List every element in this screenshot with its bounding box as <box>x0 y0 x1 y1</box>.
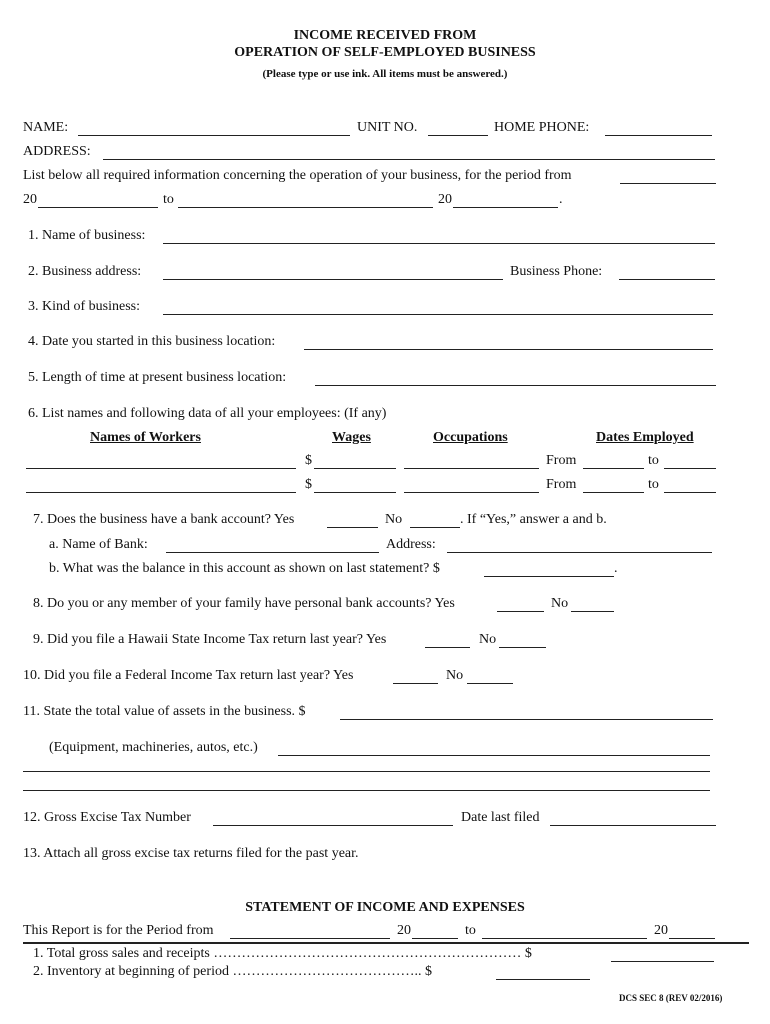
home-phone-field[interactable] <box>605 135 712 136</box>
bank-address-label: Address: <box>386 537 436 552</box>
q13-label: 13. Attach all gross excise tax returns filed for the past year. <box>23 846 359 861</box>
q9-no-field[interactable] <box>499 647 546 648</box>
q1-label: 1. Name of business: <box>28 228 146 243</box>
dollar-sign: $ <box>305 453 312 468</box>
col-wages: Wages <box>332 430 371 445</box>
col-names-of-workers: Names of Workers <box>90 430 201 445</box>
worker-name-field[interactable] <box>26 492 296 493</box>
period-to-label: to <box>163 192 174 207</box>
business-name-field[interactable] <box>163 243 715 244</box>
report-to-label: to <box>465 923 476 938</box>
q7-label: 7. Does the business have a bank account? Yes <box>33 512 295 527</box>
report-year-2-field[interactable] <box>669 938 715 939</box>
wages-field[interactable] <box>314 492 396 493</box>
q8-no-label: No <box>551 596 569 611</box>
q7b-label: b. What was the balance in this account as shown on last statement? $ <box>49 561 440 576</box>
address-label: ADDRESS: <box>23 144 91 159</box>
assets-value-field[interactable] <box>340 719 713 720</box>
home-phone-label: HOME PHONE: <box>494 120 590 135</box>
q10-no-field[interactable] <box>467 683 513 684</box>
period-to-field[interactable] <box>178 207 433 208</box>
date-from-field[interactable] <box>583 468 644 469</box>
period-from-field[interactable] <box>620 183 716 184</box>
business-phone-label: Business Phone: <box>510 264 603 279</box>
name-label: NAME: <box>23 120 69 135</box>
assets-detail-field[interactable] <box>278 755 710 756</box>
date-started-field[interactable] <box>304 349 713 350</box>
form-title-line1: INCOME RECEIVED FROM <box>293 28 477 43</box>
business-address-field[interactable] <box>163 279 503 280</box>
assets-detail-line-2[interactable] <box>23 771 710 772</box>
date-to-field[interactable] <box>664 492 716 493</box>
bank-address-field[interactable] <box>447 552 712 553</box>
q2-label: 2. Business address: <box>28 264 142 279</box>
period-intro: List below all required information concerning the operation of your business, for the period from <box>23 168 572 183</box>
business-phone-field[interactable] <box>619 279 715 280</box>
report-period-label: This Report is for the Period from <box>23 923 214 938</box>
period-end: . <box>559 192 563 207</box>
q8-label: 8. Do you or any member of your family have personal bank accounts? Yes <box>33 596 455 611</box>
q7-instructions: . If “Yes,” answer a and b. <box>460 512 607 527</box>
report-period-to-field[interactable] <box>482 938 647 939</box>
period-from-year-field[interactable] <box>38 207 158 208</box>
wages-field[interactable] <box>314 468 396 469</box>
bank-balance-field[interactable] <box>484 576 614 577</box>
q7a-label: a. Name of Bank: <box>49 537 148 552</box>
address-field[interactable] <box>103 159 715 160</box>
kind-of-business-field[interactable] <box>163 314 713 315</box>
form-id: DCS SEC 8 (REV 02/2016) <box>619 993 723 1003</box>
q8-no-field[interactable] <box>571 611 614 612</box>
q9-yes-field[interactable] <box>425 647 470 648</box>
excise-tax-number-field[interactable] <box>213 825 453 826</box>
year-prefix-1: 20 <box>23 192 37 207</box>
q9-label: 9. Did you file a Hawaii State Income Tax return last year? Yes <box>33 632 387 647</box>
occupation-field[interactable] <box>404 468 539 469</box>
unit-no-label: UNIT NO. <box>357 120 418 135</box>
gross-sales-field[interactable] <box>611 961 714 962</box>
inventory-field[interactable] <box>496 979 590 980</box>
unit-no-field[interactable] <box>428 135 488 136</box>
q7-yes-field[interactable] <box>327 527 378 528</box>
section-divider <box>23 942 749 944</box>
assets-detail-line-3[interactable] <box>23 790 710 791</box>
date-to-field[interactable] <box>664 468 716 469</box>
q10-yes-field[interactable] <box>393 683 438 684</box>
date-last-filed-label: Date last filed <box>461 810 540 825</box>
gross-sales-label: 1. Total gross sales and receipts ………………………………………………………… $ <box>33 946 532 961</box>
q12-label: 12. Gross Excise Tax Number <box>23 810 191 825</box>
dollar-sign: $ <box>305 477 312 492</box>
q3-label: 3. Kind of business: <box>28 299 140 314</box>
date-last-filed-field[interactable] <box>550 825 716 826</box>
report-period-from-field[interactable] <box>230 938 390 939</box>
q10-label: 10. Did you file a Federal Income Tax return last year? Yes <box>23 668 354 683</box>
report-year-1: 20 <box>397 923 411 938</box>
q4-label: 4. Date you started in this business location: <box>28 334 276 349</box>
q10-no-label: No <box>446 668 464 683</box>
col-dates-employed: Dates Employed <box>596 430 694 445</box>
q7b-end: . <box>614 561 618 576</box>
length-of-time-field[interactable] <box>315 385 716 386</box>
col-occupations: Occupations <box>433 430 508 445</box>
to-label: to <box>648 477 659 492</box>
q9-no-label: No <box>479 632 497 647</box>
q6-label: 6. List names and following data of all your employees: (If any) <box>28 406 387 421</box>
worker-name-field[interactable] <box>26 468 296 469</box>
report-year-2: 20 <box>654 923 668 938</box>
form-title-line2: OPERATION OF SELF-EMPLOYED BUSINESS <box>234 45 536 60</box>
q5-label: 5. Length of time at present business location: <box>28 370 287 385</box>
q11-detail-label: (Equipment, machineries, autos, etc.) <box>49 740 258 755</box>
from-label: From <box>546 477 577 492</box>
from-label: From <box>546 453 577 468</box>
occupation-field[interactable] <box>404 492 539 493</box>
date-from-field[interactable] <box>583 492 644 493</box>
form-instructions: (Please type or use ink. All items must be answered.) <box>262 68 508 80</box>
to-label: to <box>648 453 659 468</box>
q8-yes-field[interactable] <box>497 611 544 612</box>
q7-no-field[interactable] <box>410 527 460 528</box>
year-prefix-2: 20 <box>438 192 452 207</box>
q7-no-label: No <box>385 512 403 527</box>
inventory-label: 2. Inventory at beginning of period ………………………………….. $ <box>33 964 432 979</box>
report-year-1-field[interactable] <box>412 938 458 939</box>
name-field[interactable] <box>78 135 350 136</box>
period-to-year-field[interactable] <box>453 207 558 208</box>
statement-title: STATEMENT OF INCOME AND EXPENSES <box>245 900 525 915</box>
bank-name-field[interactable] <box>166 552 379 553</box>
q11-label: 11. State the total value of assets in the business. $ <box>23 704 306 719</box>
